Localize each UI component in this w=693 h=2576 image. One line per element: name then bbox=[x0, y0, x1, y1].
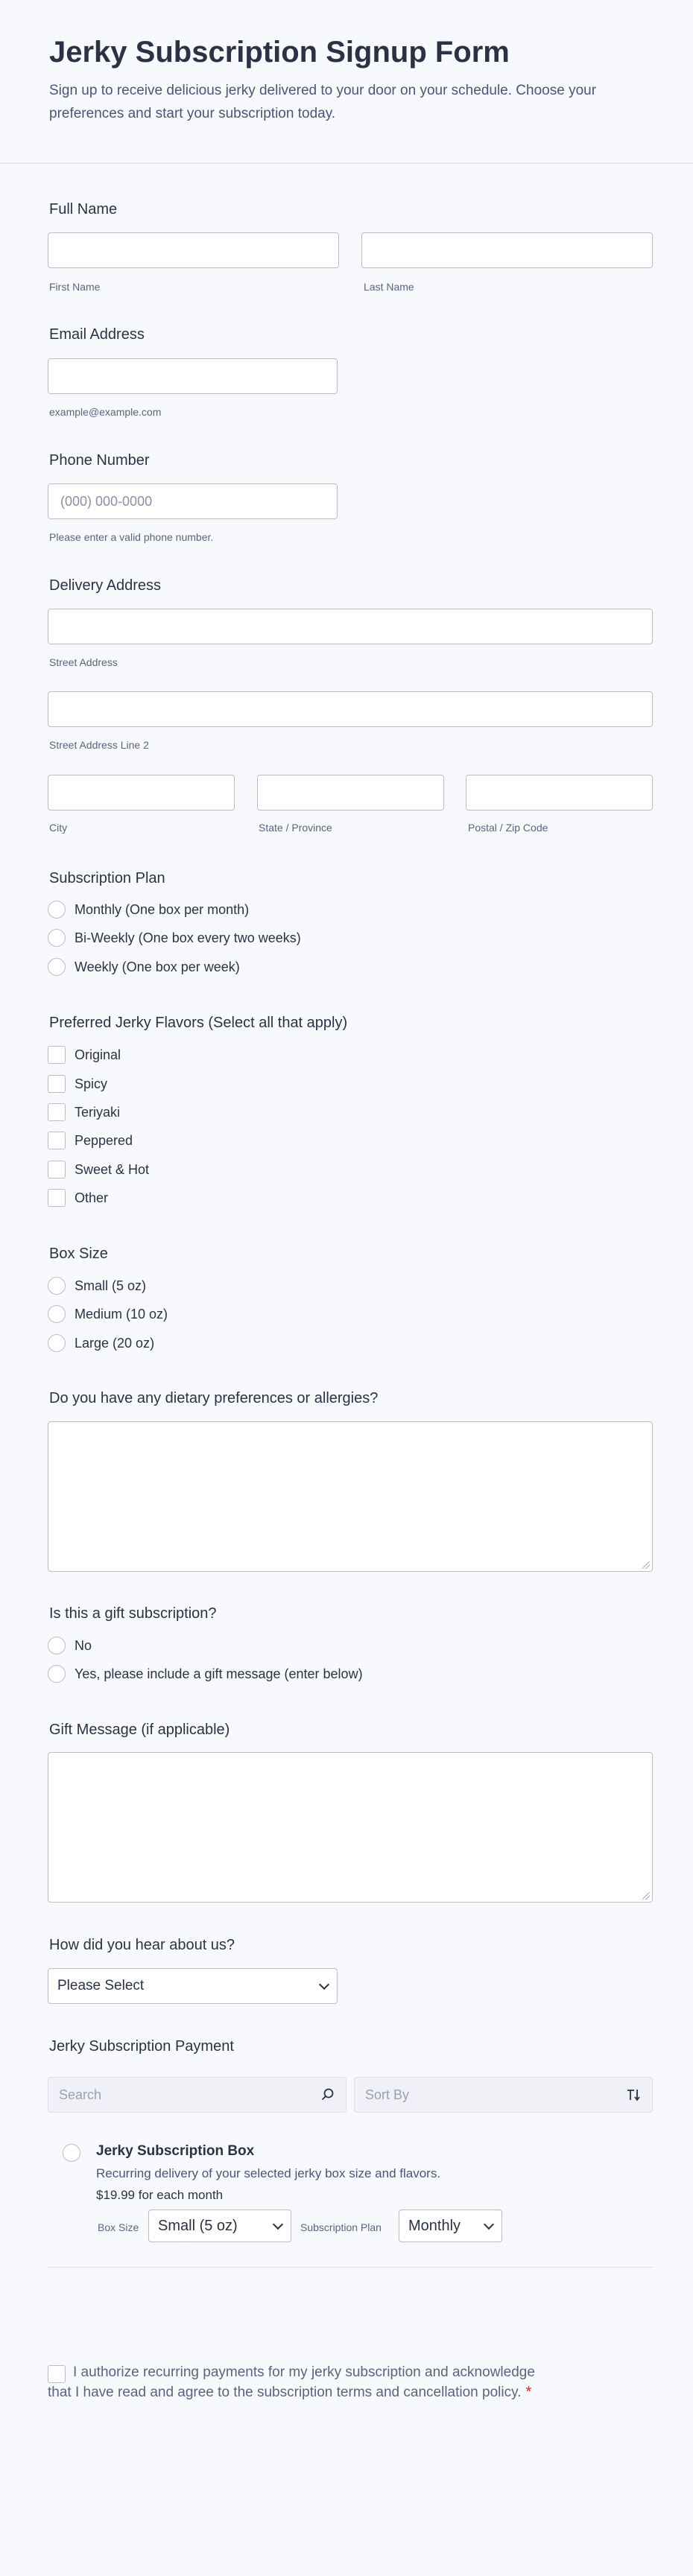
radio-button[interactable] bbox=[48, 929, 66, 947]
sort-icon[interactable] bbox=[625, 2087, 642, 2102]
required-mark: * bbox=[525, 2384, 532, 2400]
address-label: Delivery Address bbox=[49, 577, 162, 594]
flavor-option-label: Peppered bbox=[75, 1132, 133, 1148]
box-size-option-label: Small (5 oz) bbox=[75, 1278, 147, 1293]
radio-button[interactable] bbox=[48, 901, 66, 919]
street-address-2-sublabel: Street Address Line 2 bbox=[49, 739, 149, 751]
plan-option-biweekly[interactable] bbox=[48, 927, 301, 949]
gift-option-no[interactable] bbox=[48, 1634, 92, 1657]
first-name-sublabel: First Name bbox=[49, 281, 101, 293]
radio-button[interactable] bbox=[48, 1277, 66, 1295]
product-search-input[interactable] bbox=[48, 2077, 346, 2113]
product-name: Jerky Subscription Box bbox=[96, 2143, 255, 2159]
box-size-option-label: Medium (10 oz) bbox=[75, 1306, 168, 1322]
radio-button[interactable] bbox=[48, 1637, 66, 1655]
state-sublabel: State / Province bbox=[259, 822, 332, 834]
email-label: Email Address bbox=[49, 326, 145, 343]
plan-option-weekly[interactable] bbox=[48, 956, 240, 978]
flavor-option-label: Spicy bbox=[75, 1076, 108, 1091]
product-box-size-select[interactable] bbox=[148, 2209, 291, 2242]
form-subtitle: Sign up to receive delicious jerky delivered to your door on your schedule. Choose your preferences and start your subscription today. bbox=[49, 83, 597, 121]
gift-message-label: Gift Message (if applicable) bbox=[49, 1722, 230, 1738]
product-box-size-label: Box Size bbox=[98, 2221, 139, 2233]
flavor-option-sweet-hot[interactable] bbox=[48, 1158, 149, 1181]
radio-button[interactable] bbox=[48, 1665, 66, 1683]
email-field[interactable] bbox=[48, 358, 338, 394]
flavor-option-original[interactable] bbox=[48, 1044, 121, 1066]
gift-option-yes[interactable] bbox=[48, 1663, 363, 1685]
flavor-option-spicy[interactable] bbox=[48, 1073, 107, 1095]
product-box-size-value: Small (5 oz) bbox=[158, 2217, 238, 2234]
box-size-option-small[interactable] bbox=[48, 1275, 146, 1297]
search-placeholder: Search bbox=[59, 2087, 102, 2102]
consent-label: I authorize recurring payments for my jerky subscription and acknowledge that I have read and agree to the subscription terms and cancellation policy. bbox=[48, 2364, 535, 2400]
zip-input[interactable] bbox=[466, 775, 653, 810]
gift-label: Is this a gift subscription? bbox=[49, 1605, 217, 1622]
referral-select[interactable] bbox=[48, 1968, 338, 2004]
flavor-option-peppered[interactable] bbox=[48, 1129, 133, 1152]
resize-handle-icon[interactable] bbox=[642, 1892, 650, 1900]
state-input[interactable] bbox=[257, 775, 444, 810]
flavor-option-other[interactable] bbox=[48, 1187, 108, 1209]
plan-option-label: Weekly (One box per week) bbox=[75, 959, 240, 974]
product-plan-label: Subscription Plan bbox=[300, 2221, 382, 2233]
dietary-label: Do you have any dietary preferences or allergies? bbox=[49, 1390, 379, 1406]
plan-option-label: Monthly (One box per month) bbox=[75, 901, 250, 917]
plan-option-label: Bi-Weekly (One box every two weeks) bbox=[75, 930, 301, 945]
product-plan-value: Monthly bbox=[408, 2217, 461, 2234]
checkbox[interactable] bbox=[48, 1075, 66, 1093]
flavor-option-label: Teriyaki bbox=[75, 1104, 121, 1120]
last-name-input[interactable] bbox=[361, 232, 653, 268]
search-icon[interactable] bbox=[320, 2087, 335, 2102]
chevron-down-icon bbox=[273, 2218, 283, 2229]
gift-message-textarea[interactable] bbox=[48, 1752, 653, 1903]
product-price: $19.99 for each month bbox=[96, 2188, 224, 2202]
gift-option-label: Yes, please include a gift message (enter below) bbox=[75, 1666, 363, 1681]
flavor-option-label: Other bbox=[75, 1190, 109, 1205]
phone-field[interactable]: (000) 000-0000 bbox=[48, 483, 338, 519]
street-address-sublabel: Street Address bbox=[49, 656, 118, 668]
phone-sublabel: Please enter a valid phone number. bbox=[49, 531, 214, 543]
checkbox[interactable] bbox=[48, 1132, 66, 1149]
form-header bbox=[0, 0, 693, 164]
checkbox[interactable] bbox=[48, 1161, 66, 1178]
box-size-option-label: Large (20 oz) bbox=[75, 1335, 155, 1351]
street-address-2-input[interactable] bbox=[48, 691, 653, 727]
radio-button[interactable] bbox=[48, 958, 66, 976]
radio-button[interactable] bbox=[48, 1334, 66, 1352]
form-title: Jerky Subscription Signup Form bbox=[49, 36, 510, 69]
payment-label: Jerky Subscription Payment bbox=[49, 2038, 234, 2055]
flavor-option-label: Original bbox=[75, 1047, 121, 1062]
payment-divider bbox=[48, 2267, 653, 2268]
checkbox[interactable] bbox=[48, 1189, 66, 1207]
box-size-option-medium[interactable] bbox=[48, 1303, 168, 1325]
checkbox[interactable] bbox=[48, 1046, 66, 1064]
box-size-label: Box Size bbox=[49, 1246, 108, 1262]
product-description: Recurring delivery of your selected jerky box size and flavors. bbox=[96, 2166, 441, 2180]
product-plan-select[interactable] bbox=[399, 2209, 502, 2242]
chevron-down-icon bbox=[319, 1979, 329, 1989]
dietary-textarea[interactable] bbox=[48, 1421, 653, 1572]
flavors-label: Preferred Jerky Flavors (Select all that apply) bbox=[49, 1015, 348, 1031]
city-sublabel: City bbox=[49, 822, 68, 834]
flavor-option-teriyaki[interactable] bbox=[48, 1101, 120, 1123]
subscription-plan-label: Subscription Plan bbox=[49, 870, 165, 886]
sort-by-select[interactable] bbox=[354, 2077, 653, 2113]
last-name-sublabel: Last Name bbox=[364, 281, 414, 293]
chevron-down-icon bbox=[484, 2218, 494, 2229]
radio-button[interactable] bbox=[48, 1305, 66, 1323]
street-address-input[interactable] bbox=[48, 609, 653, 644]
first-name-input[interactable] bbox=[48, 232, 339, 268]
flavor-option-label: Sweet & Hot bbox=[75, 1161, 150, 1177]
resize-handle-icon[interactable] bbox=[642, 1561, 650, 1569]
full-name-label: Full Name bbox=[49, 201, 118, 218]
phone-label: Phone Number bbox=[49, 452, 150, 469]
city-input[interactable] bbox=[48, 775, 235, 810]
email-sublabel: example@example.com bbox=[49, 406, 162, 418]
product-select-radio[interactable] bbox=[63, 2144, 80, 2162]
sort-placeholder: Sort By bbox=[365, 2087, 410, 2102]
consent-text bbox=[48, 2363, 562, 2402]
zip-sublabel: Postal / Zip Code bbox=[468, 822, 548, 834]
gift-option-label: No bbox=[75, 1637, 92, 1653]
box-size-option-large[interactable] bbox=[48, 1332, 154, 1354]
checkbox[interactable] bbox=[48, 1103, 66, 1121]
referral-selected-value: Please Select bbox=[57, 1978, 145, 1993]
plan-option-monthly[interactable] bbox=[48, 898, 249, 921]
referral-label: How did you hear about us? bbox=[49, 1937, 235, 1953]
